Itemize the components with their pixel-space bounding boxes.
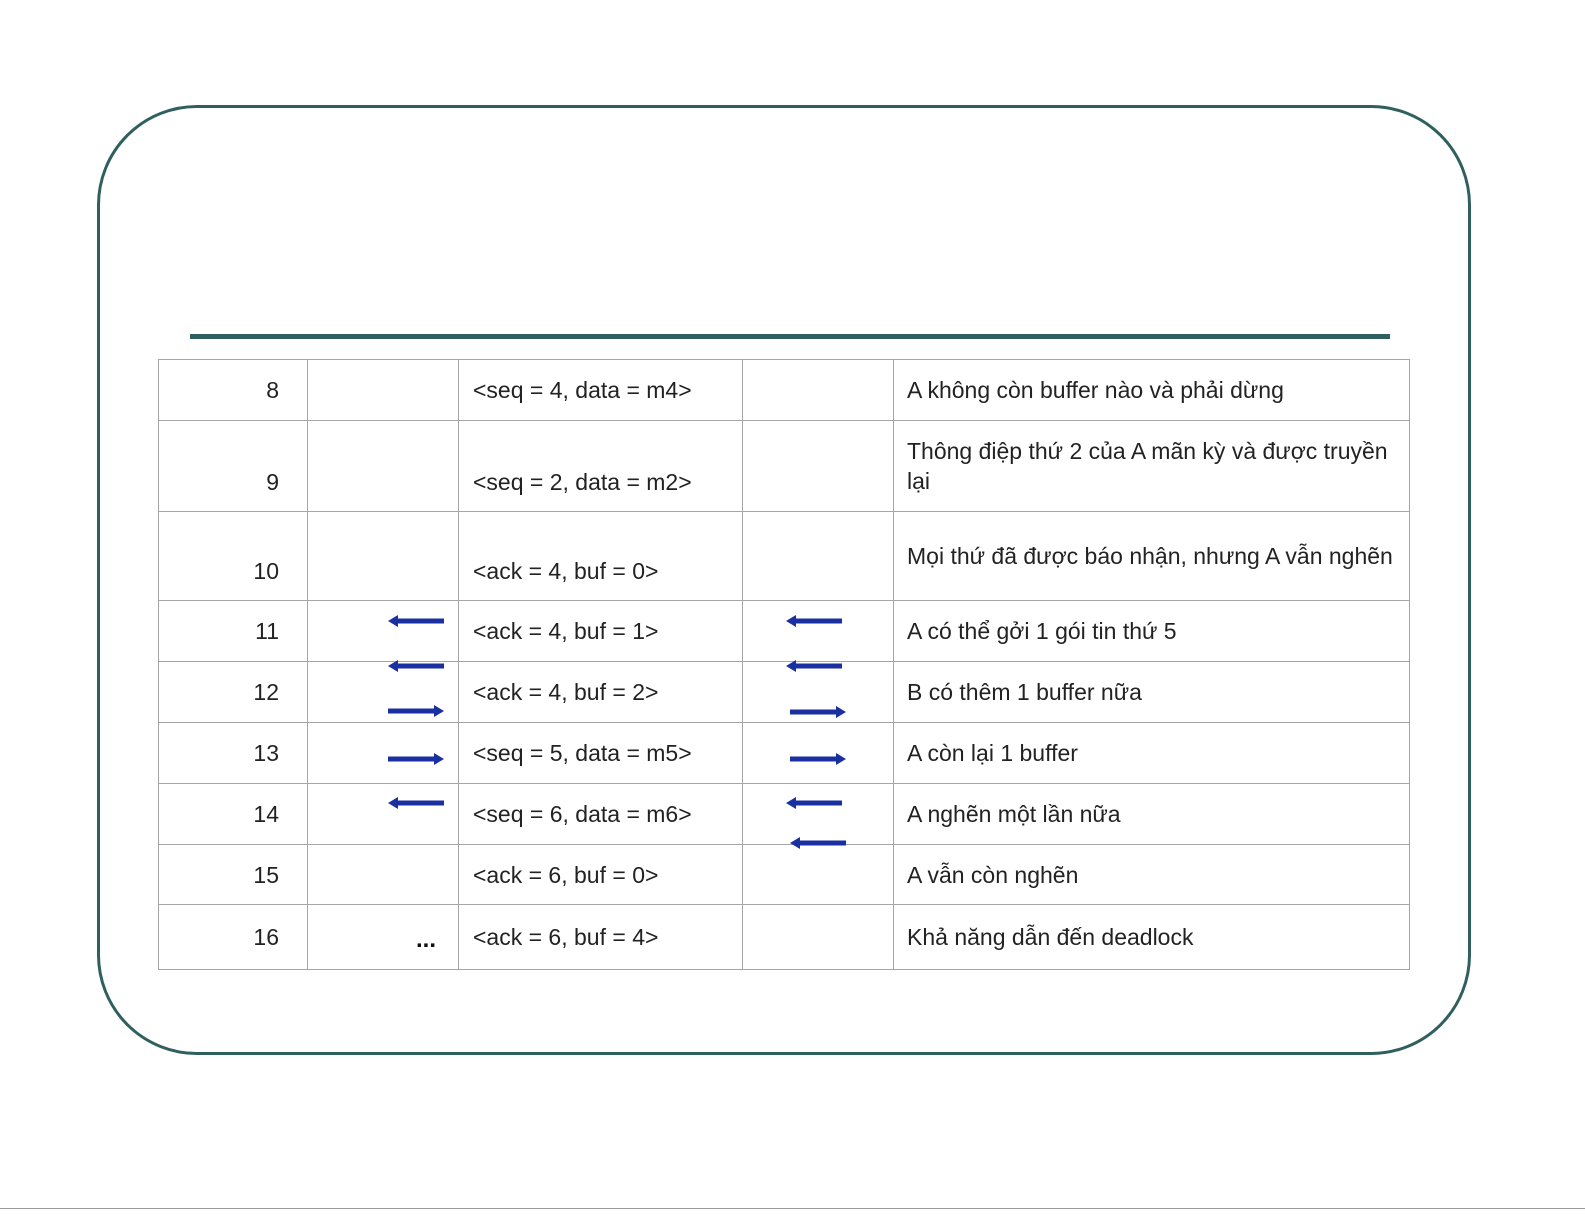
note-cell: A không còn buffer nào và phải dừng xyxy=(894,360,1410,421)
step-number: 8 xyxy=(159,360,308,421)
arrow-left-icon xyxy=(388,796,446,810)
table-row xyxy=(159,360,1410,421)
arrow-right-icon xyxy=(790,752,846,766)
arrow-right-icon xyxy=(790,705,846,719)
table-row xyxy=(159,784,1410,845)
arrow-left-icon xyxy=(790,836,848,850)
step-number: 12 xyxy=(159,662,308,723)
arrow-left-icon xyxy=(388,614,446,628)
arrow-right-icon xyxy=(388,704,444,718)
receiver-b-cell xyxy=(743,601,894,662)
step-number: 16 xyxy=(159,905,308,970)
note-cell: Thông điệp thứ 2 của A mãn kỳ và được truyền lại xyxy=(894,421,1410,512)
sender-a-cell xyxy=(308,360,459,421)
receiver-b-cell xyxy=(743,421,894,512)
note-cell: Mọi thứ đã được báo nhận, nhưng A vẫn nghẽn xyxy=(894,512,1410,601)
note-cell: A có thể gởi 1 gói tin thứ 5 xyxy=(894,601,1410,662)
message-cell: <seq = 4, data = m4> xyxy=(459,360,743,421)
table-row xyxy=(159,601,1410,662)
step-number: 10 xyxy=(159,512,308,601)
arrow-left-icon xyxy=(786,614,844,628)
note-cell: A vẫn còn nghẽn xyxy=(894,845,1410,905)
sender-a-cell xyxy=(308,845,459,905)
receiver-b-cell xyxy=(743,905,894,970)
sender-a-cell xyxy=(308,784,459,845)
note-cell: B có thêm 1 buffer nữa xyxy=(894,662,1410,723)
table-row xyxy=(159,512,1410,601)
title-rule xyxy=(190,334,1390,339)
table-row xyxy=(159,662,1410,723)
step-number: 14 xyxy=(159,784,308,845)
table-row xyxy=(159,845,1410,905)
message-cell: <ack = 4, buf = 0> xyxy=(459,512,743,601)
step-number: 11 xyxy=(159,601,308,662)
arrow-right-icon xyxy=(388,752,444,766)
message-cell: <seq = 5, data = m5> xyxy=(459,723,743,784)
message-cell: <seq = 6, data = m6> xyxy=(459,784,743,845)
step-number: 13 xyxy=(159,723,308,784)
step-number: 9 xyxy=(159,421,308,512)
sender-a-cell xyxy=(308,421,459,512)
receiver-b-cell xyxy=(743,845,894,905)
message-cell: <ack = 6, buf = 4> xyxy=(459,905,743,970)
arrow-left-icon xyxy=(786,659,844,673)
message-cell: <seq = 2, data = m2> xyxy=(459,421,743,512)
sender-a-cell xyxy=(308,601,459,662)
step-number: 15 xyxy=(159,845,308,905)
table-row xyxy=(159,723,1410,784)
receiver-b-cell xyxy=(743,360,894,421)
message-cell: <ack = 6, buf = 0> xyxy=(459,845,743,905)
message-cell: <ack = 4, buf = 2> xyxy=(459,662,743,723)
note-cell: Khả năng dẫn đến deadlock xyxy=(894,905,1410,970)
page-edge-line xyxy=(0,1208,1585,1209)
message-cell: <ack = 4, buf = 1> xyxy=(459,601,743,662)
table-row xyxy=(159,421,1410,512)
arrow-left-icon xyxy=(388,659,446,673)
sliding-window-table xyxy=(158,359,1410,970)
arrow-left-icon xyxy=(786,796,844,810)
sender-a-cell xyxy=(308,512,459,601)
receiver-b-cell xyxy=(743,512,894,601)
ellipsis-label: ... xyxy=(416,926,437,953)
note-cell: A còn lại 1 buffer xyxy=(894,723,1410,784)
note-cell: A nghẽn một lần nữa xyxy=(894,784,1410,845)
table-row xyxy=(159,905,1410,970)
